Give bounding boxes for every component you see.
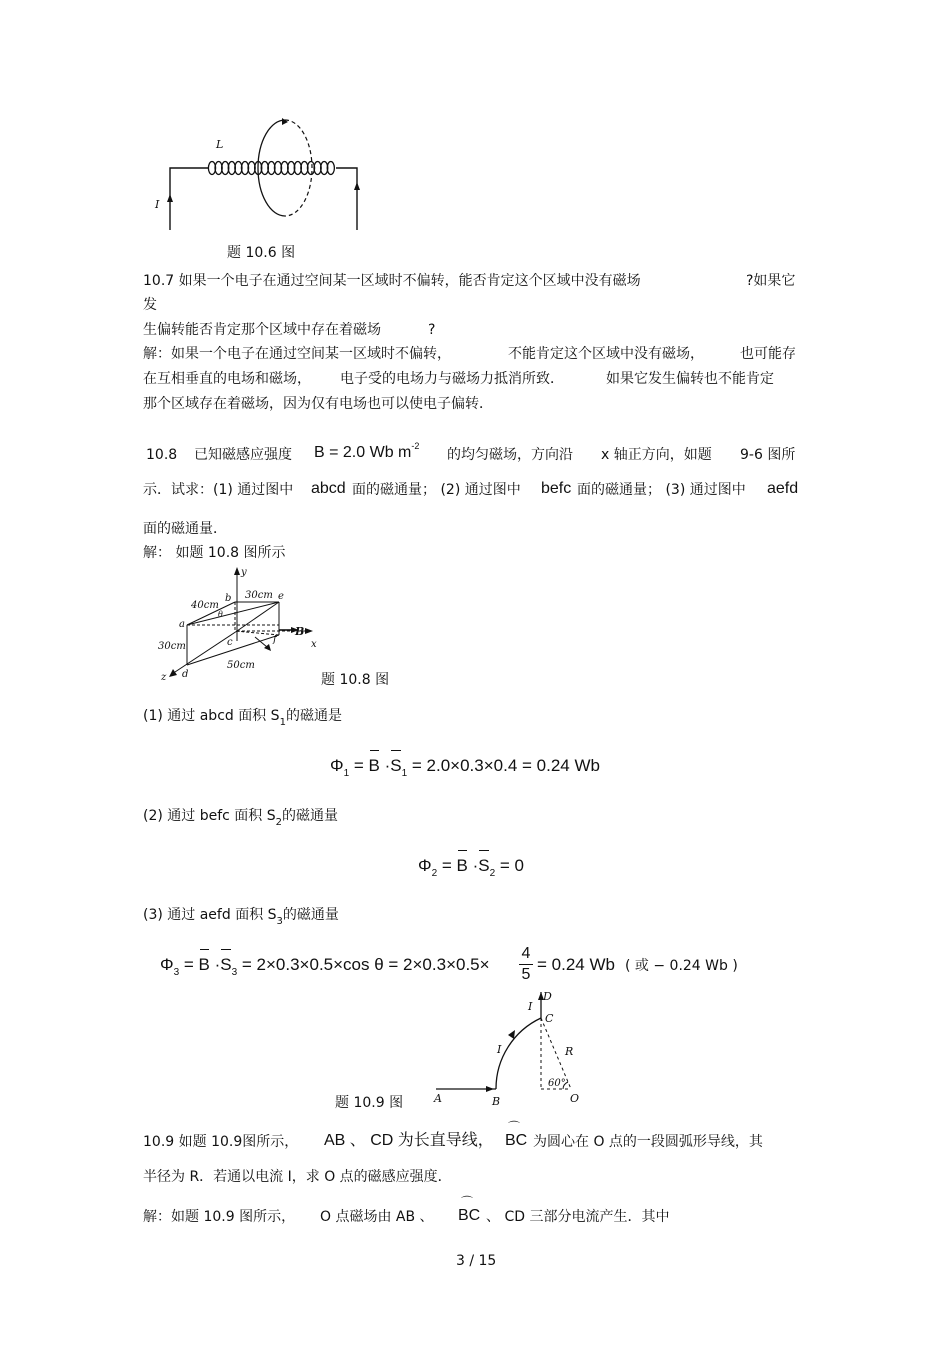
fig108-c: c xyxy=(227,637,233,648)
q109-l1d: 为圆心在 O 点的一段圆弧形导线，其 xyxy=(533,1134,763,1150)
q107-line1b: ?如果它 xyxy=(746,273,796,289)
fig109-R: R xyxy=(565,1045,574,1058)
fig108-e: e xyxy=(278,591,284,602)
eq3-mid: = 2×0.3×0.5×cos θ = 2×0.3×0.5× xyxy=(241,955,490,974)
page-number: 3 / 15 xyxy=(456,1253,497,1269)
q108-ans: 解： 如题 10.8 图所示 xyxy=(143,545,286,561)
q108-part2-text: (2) 通过 befc 面积 S xyxy=(143,808,276,824)
fig108-f: f xyxy=(273,634,277,645)
fig106-label-L: L xyxy=(216,138,224,151)
fig109-D: D xyxy=(543,990,552,1003)
q108-part1-text: (1) 通过 abcd 面积 S xyxy=(143,708,280,724)
q108-line3: 面的磁通量． xyxy=(143,521,227,537)
fig108-50cm: 50cm xyxy=(227,660,255,671)
eq2-rhs: = 0 xyxy=(499,856,524,875)
equation-2: $\Phi_2 = B \cdot S_2 = 0$ xyxy=(418,856,524,879)
q108-field-sup: -2 xyxy=(411,441,420,451)
q108-b: 已知磁感应强度 xyxy=(194,447,292,463)
q108-f: 9-6 图所 xyxy=(740,447,796,463)
q108-line2a: 示．试求：(1) 通过图中 xyxy=(143,482,294,498)
q109-arc-bc: ⌒ BC xyxy=(505,1132,527,1150)
fig108-x: x xyxy=(311,639,317,650)
q107-ans2c: 如果它发生偏转也不能肯定 xyxy=(606,371,774,387)
eq3-alt: ( 或 − 0.24 Wb ) xyxy=(625,958,738,974)
q108-line2e: 面的磁通量； (3) 通过图中 xyxy=(577,482,746,498)
fig108-30cm-top: 30cm xyxy=(245,590,273,601)
fig108-d: d xyxy=(182,669,189,680)
q108-line2d: befc xyxy=(541,480,572,497)
q109-l1b: AB 、 CD 为长直导线， xyxy=(324,1132,494,1149)
fig108-z: z xyxy=(161,672,167,683)
q108-part2-sub: 2 xyxy=(275,817,283,828)
q108-line2f: aefd xyxy=(767,480,799,497)
eq3-fraction xyxy=(519,944,533,985)
q107-line1: 10.7 如果一个电子在通过空间某一区域时不偏转，能否肯定这个区域中没有磁场 xyxy=(143,273,641,289)
q108-field xyxy=(314,441,420,463)
q108-field-text: B = 2.0 Wb m xyxy=(314,444,412,461)
fig109-caption: 题 10.9 图 xyxy=(335,1095,404,1111)
figure-10-8 xyxy=(155,565,335,683)
figure-10-6 xyxy=(150,120,370,240)
fig108-40cm: 40cm xyxy=(191,600,219,611)
equation-1: $\Phi_1 = B \cdot S_1 = 2.0\times 0.3\times 0.4 = 0.24$ Wb xyxy=(330,756,600,779)
fig106-label-I: I xyxy=(155,198,160,211)
fig106-caption: 题 10.6 图 xyxy=(227,245,296,261)
q107-ans3: 那个区域存在着磁场，因为仅有电场也可以使电子偏转． xyxy=(143,396,493,412)
q109-l2: 半径为 R．若通以电流 I，求 O 点的磁感应强度． xyxy=(143,1169,452,1185)
fig108-B: B xyxy=(295,625,305,638)
q109-l3a: 解：如题 10.9 图所示， xyxy=(143,1209,296,1225)
fig108-y: y xyxy=(241,567,247,578)
q107-ans1b: 不能肯定这个区域中没有磁场， xyxy=(508,346,704,362)
q108-part3 xyxy=(143,906,339,926)
eq3-denominator: 5 xyxy=(521,966,531,983)
q108-part3-text: (3) 通过 aefd 面积 S xyxy=(143,907,277,923)
q108-part3-end: 的磁通量 xyxy=(282,907,339,923)
q107-ans2b: 电子受的电场力与磁场力抵消所致． xyxy=(340,371,564,387)
q108-part1-end: 的磁通是 xyxy=(285,708,342,724)
q109-l3d: 、 CD 三部分电流产生．其中 xyxy=(486,1209,670,1225)
fig109-B: B xyxy=(492,1095,501,1108)
q107-line3: 生偏转能否肯定那个区域中存在着磁场 xyxy=(143,322,381,338)
fig108-theta: θ xyxy=(218,610,223,619)
fig109-I-arc: I xyxy=(497,1043,502,1056)
fig108-caption: 题 10.8 图 xyxy=(321,672,390,688)
figure-10-9 xyxy=(428,988,598,1108)
q108-num: 10.8 xyxy=(146,447,178,463)
eq1-rhs: = 2.0×0.3×0.4 = 0.24 Wb xyxy=(411,756,600,775)
fig108-a: a xyxy=(179,619,185,630)
q109-l3b: O 点磁场由 AB 、 xyxy=(320,1209,434,1225)
q108-part1 xyxy=(143,707,342,727)
q107-line3b: ? xyxy=(428,322,436,338)
q107-ans1: 解：如果一个电子在通过空间某一区域时不偏转， xyxy=(143,346,451,362)
q108-d: 的均匀磁场，方向沿 xyxy=(447,447,573,463)
q107-line2: 发 xyxy=(143,297,157,313)
q108-part2 xyxy=(143,807,338,827)
q107-ans2: 在互相垂直的电场和磁场， xyxy=(143,371,311,387)
eq3-result: = 0.24 Wb xyxy=(537,955,615,974)
fig109-angle: 60° xyxy=(548,1078,566,1089)
fig109-C: C xyxy=(545,1012,554,1025)
q109-l1a: 10.9 如题 10.9图所示， xyxy=(143,1134,299,1150)
q108-line2b: abcd xyxy=(311,480,346,497)
fig108-30cm-side: 30cm xyxy=(158,641,186,652)
fig109-O: O xyxy=(570,1092,580,1105)
q108-part1-sub: 1 xyxy=(279,717,286,728)
q108-e: x 轴正方向，如题 xyxy=(601,447,712,463)
fig109-I-top: I xyxy=(528,1000,533,1013)
fig109-A: A xyxy=(434,1092,442,1105)
q109-arc-bc-2: ⌒ BC xyxy=(458,1207,480,1225)
equation-3: $\Phi_3 = B \cdot S_3 = 2\times 0.3\times 0.5\times\cos$ θ = 2×0.3×0.5× xyxy=(160,955,490,978)
q108-line2c: 面的磁通量； (2) 通过图中 xyxy=(352,482,521,498)
q107-ans1c: 也可能存 xyxy=(740,346,796,362)
eq3-numerator: 4 xyxy=(519,944,533,965)
q108-part3-sub: 3 xyxy=(276,916,283,927)
q108-part2-end: 的磁通量 xyxy=(282,808,339,824)
fig108-b: b xyxy=(225,593,232,604)
